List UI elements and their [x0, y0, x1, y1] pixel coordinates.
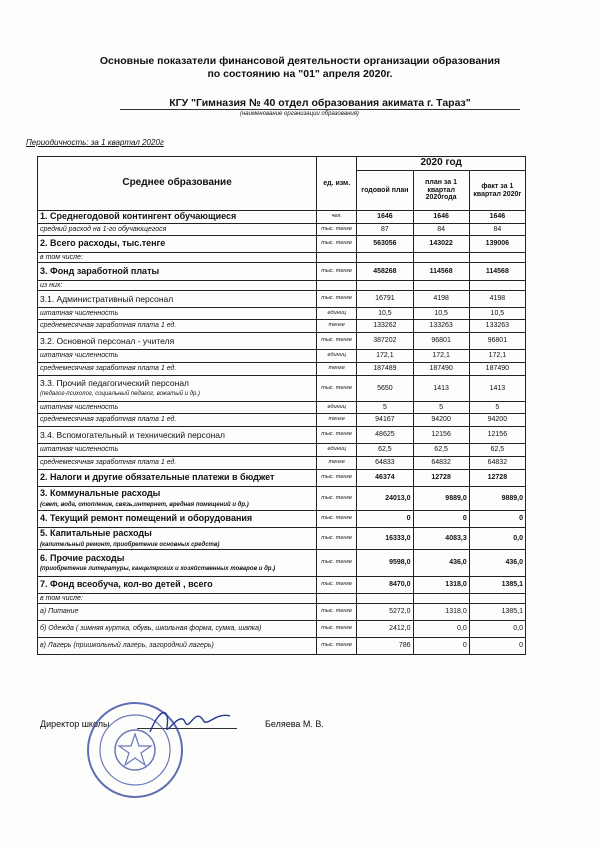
row-value-b: 172,1 [413, 350, 469, 363]
row-unit: тенге [317, 363, 357, 376]
header-col-fact: факт за 1 квартал 2020г [469, 171, 525, 211]
row-label [38, 444, 317, 457]
empty-cell [413, 281, 469, 291]
row-unit: тыс. тенге [317, 528, 357, 550]
row-value-c: 139006 [469, 236, 525, 253]
row-label-text: 3. Фонд заработной платы [40, 265, 160, 276]
row-value-a: 458268 [357, 263, 413, 281]
row-value-b: 4083,3 [413, 528, 469, 550]
row-value-c: 436,0 [469, 550, 525, 577]
row-value-c: 0,0 [469, 621, 525, 638]
row-unit: тыс. тенге [317, 291, 357, 308]
row-value-a: 5272,0 [357, 604, 413, 621]
row-unit: тенге [317, 414, 357, 427]
financial-table [37, 156, 526, 655]
table-row [38, 308, 526, 320]
row-label-text: средний расход на 1-го обучающегося [40, 225, 167, 233]
row-value-a: 8470,0 [357, 577, 413, 594]
table-row [38, 470, 526, 487]
row-label [38, 263, 317, 281]
row-label [38, 457, 317, 470]
empty-cell [469, 281, 525, 291]
row-value-a: 133262 [357, 320, 413, 333]
row-label [38, 281, 317, 291]
row-value-b: 12728 [413, 470, 469, 487]
row-label-text: в) Лагерь (пришкольный лагерь, загородний лагерь) [40, 642, 214, 650]
row-value-b: 436,0 [413, 550, 469, 577]
row-value-c: 12728 [469, 470, 525, 487]
row-unit: тыс. тенге [317, 550, 357, 577]
row-value-b: 64832 [413, 457, 469, 470]
empty-cell [357, 253, 413, 263]
row-unit: тыс. тенге [317, 263, 357, 281]
row-label-text: б) Одежда ( зимняя куртка, обувь, школьная форма, сумка, шапка) [40, 625, 262, 633]
row-label [38, 376, 317, 402]
row-value-a: 1646 [357, 211, 413, 224]
row-label [38, 363, 317, 376]
table-row [38, 594, 526, 604]
row-value-c: 1385,1 [469, 604, 525, 621]
row-label [38, 528, 317, 550]
row-label-text: 3.2. Основной персонал - учителя [40, 335, 175, 346]
row-unit: единиц [317, 402, 357, 414]
row-label [38, 333, 317, 350]
row-value-c: 9889,0 [469, 487, 525, 511]
table-row [38, 402, 526, 414]
row-label [38, 350, 317, 363]
row-value-c: 187490 [469, 363, 525, 376]
table-row [38, 604, 526, 621]
row-label-text: штатная численность [40, 352, 119, 360]
row-value-b: 0 [413, 511, 469, 528]
organization-note: (наименование организации образования) [240, 111, 359, 117]
row-unit: единиц [317, 350, 357, 363]
empty-cell [317, 594, 357, 604]
row-value-b: 1318,0 [413, 604, 469, 621]
row-value-c: 94200 [469, 414, 525, 427]
row-value-a: 2412,0 [357, 621, 413, 638]
row-value-a: 10,5 [357, 308, 413, 320]
row-value-a: 62,5 [357, 444, 413, 457]
empty-cell [317, 281, 357, 291]
row-label-text: 2. Всего расходы, тыс.тенге [40, 238, 166, 249]
row-unit: тыс. тенге [317, 487, 357, 511]
row-unit: тыс. тенге [317, 427, 357, 444]
row-unit: единиц [317, 444, 357, 457]
row-unit: тыс. тенге [317, 236, 357, 253]
row-value-a: 46374 [357, 470, 413, 487]
row-value-a: 48625 [357, 427, 413, 444]
table-row [38, 577, 526, 594]
row-label-sub: (педагог-психолог, социальный педагог, вожатый и др.) [40, 391, 200, 398]
row-value-c: 12156 [469, 427, 525, 444]
row-label [38, 621, 317, 638]
row-value-b: 1413 [413, 376, 469, 402]
row-label [38, 253, 317, 263]
row-label [38, 511, 317, 528]
table-row [38, 291, 526, 308]
row-value-b: 10,5 [413, 308, 469, 320]
table-row [38, 511, 526, 528]
row-value-b: 114568 [413, 263, 469, 281]
row-label-text: штатная численность [40, 309, 119, 317]
row-value-c: 5 [469, 402, 525, 414]
row-label [38, 211, 317, 224]
row-value-c: 133263 [469, 320, 525, 333]
row-label-text: в том числе: [40, 253, 83, 261]
row-value-c: 0 [469, 638, 525, 655]
empty-cell [357, 281, 413, 291]
row-value-c: 1413 [469, 376, 525, 402]
row-value-b: 1646 [413, 211, 469, 224]
row-value-a: 563056 [357, 236, 413, 253]
row-value-b: 0,0 [413, 621, 469, 638]
row-value-a: 387202 [357, 333, 413, 350]
row-unit: тыс. тенге [317, 621, 357, 638]
empty-cell [357, 594, 413, 604]
row-unit: тыс. тенге [317, 224, 357, 236]
row-value-b: 5 [413, 402, 469, 414]
row-label [38, 308, 317, 320]
row-label [38, 291, 317, 308]
table-row [38, 487, 526, 511]
row-label [38, 427, 317, 444]
row-label [38, 470, 317, 487]
header-year: 2020 год [357, 157, 526, 171]
header-col-unit: ед. изм. [317, 157, 357, 211]
row-label-text: среднемесячная заработная плата 1 ед. [40, 322, 177, 330]
row-label-text: штатная численность [40, 403, 119, 411]
row-value-a: 94167 [357, 414, 413, 427]
row-label [38, 236, 317, 253]
row-value-a: 187489 [357, 363, 413, 376]
signature-icon [145, 702, 235, 742]
empty-cell [469, 253, 525, 263]
row-unit: тыс. тенге [317, 470, 357, 487]
row-value-c: 1385,1 [469, 577, 525, 594]
row-value-b: 62,5 [413, 444, 469, 457]
row-value-b: 12156 [413, 427, 469, 444]
row-value-b: 133263 [413, 320, 469, 333]
row-unit: тыс. тенге [317, 376, 357, 402]
row-label-text: 3.3. Прочий педагогический персонал [40, 378, 190, 389]
row-value-a: 786 [357, 638, 413, 655]
row-value-b: 84 [413, 224, 469, 236]
row-label [38, 604, 317, 621]
row-label-text: штатная численность [40, 446, 119, 454]
row-value-a: 5 [357, 402, 413, 414]
row-value-a: 0 [357, 511, 413, 528]
row-label-text: 3. Коммунальные расходы [40, 488, 161, 499]
row-unit: тыс. тенге [317, 638, 357, 655]
row-label-sub: (свет, вода, отопление, связь,интернет, вредная помещений и др.) [40, 501, 249, 508]
table-row [38, 224, 526, 236]
header-col-name: Среднее образование [38, 157, 317, 211]
empty-cell [413, 594, 469, 604]
row-value-a: 172,1 [357, 350, 413, 363]
row-value-c: 10,5 [469, 308, 525, 320]
row-value-b: 0 [413, 638, 469, 655]
row-value-a: 64833 [357, 457, 413, 470]
table-row [38, 427, 526, 444]
table-row [38, 621, 526, 638]
row-unit: чел. [317, 211, 357, 224]
row-unit: единиц [317, 308, 357, 320]
row-label-text: среднемесячная заработная плата 1 ед. [40, 416, 177, 424]
row-value-b: 94200 [413, 414, 469, 427]
row-label-text: из них: [40, 281, 63, 289]
row-label-text: 3.1. Административный персонал [40, 293, 174, 304]
row-value-a: 24013,0 [357, 487, 413, 511]
director-label: Директор школы [40, 719, 110, 729]
header-col-plan-year: годовой план [357, 171, 413, 211]
table-row [38, 350, 526, 363]
row-value-a: 16791 [357, 291, 413, 308]
row-label-text: 3.4. Вспомогательный и технический персонал [40, 429, 225, 440]
row-label [38, 224, 317, 236]
table-row [38, 528, 526, 550]
row-label-sub: (капительный ремонт, приобретение основных средств) [40, 541, 220, 548]
document-title-line1: Основные показатели финансовой деятельности организации образования [99, 55, 501, 67]
row-label [38, 638, 317, 655]
row-label [38, 414, 317, 427]
table-row [38, 550, 526, 577]
row-label-text: в том числе: [40, 594, 83, 602]
document-title-line2: по состоянию на "01" апреля 2020г. [207, 68, 393, 80]
director-name: Беляева М. В. [265, 719, 324, 729]
row-unit: тенге [317, 457, 357, 470]
table-row [38, 281, 526, 291]
row-label-text: а) Питание [40, 608, 79, 616]
row-label [38, 550, 317, 577]
row-label-text: среднемесячная заработная плата 1 ед. [40, 365, 177, 373]
row-value-a: 16333,0 [357, 528, 413, 550]
row-label [38, 320, 317, 333]
row-value-c: 0 [469, 511, 525, 528]
row-value-c: 62,5 [469, 444, 525, 457]
empty-cell [317, 253, 357, 263]
row-label-text: 7. Фонд всеобуча, кол-во детей , всего [40, 579, 213, 590]
organization-name: КГУ "Гимназия № 40 отдел образования акимата г. Тараз" [120, 97, 520, 110]
table-row [38, 638, 526, 655]
row-value-a: 5650 [357, 376, 413, 402]
row-label-text: 6. Прочие расходы [40, 552, 125, 563]
row-label [38, 577, 317, 594]
table-row [38, 236, 526, 253]
row-label-text: 5. Капитальные расходы [40, 528, 152, 539]
table-row [38, 363, 526, 376]
empty-cell [413, 253, 469, 263]
row-label-sub: (приобретение литературы, канцелярских и хозяйственных товаров и др.) [40, 566, 276, 572]
table-row [38, 263, 526, 281]
row-label [38, 402, 317, 414]
row-value-c: 4198 [469, 291, 525, 308]
row-value-c: 84 [469, 224, 525, 236]
row-label [38, 594, 317, 604]
row-value-b: 1318,0 [413, 577, 469, 594]
row-value-c: 96801 [469, 333, 525, 350]
row-value-a: 9598,0 [357, 550, 413, 577]
row-label-text: 4. Текущий ремонт помещений и оборудования [40, 513, 253, 524]
row-unit: тыс. тенге [317, 333, 357, 350]
table-row [38, 253, 526, 263]
row-value-b: 96801 [413, 333, 469, 350]
table-row [38, 457, 526, 470]
row-value-c: 0,0 [469, 528, 525, 550]
row-label-text: среднемесячная заработная плата 1 ед. [40, 459, 177, 467]
row-label-text: 1. Среднегодовой контингент обучающиеся [40, 211, 237, 222]
table-row [38, 414, 526, 427]
table-row [38, 333, 526, 350]
row-label-text: 2. Налоги и другие обязательные платежи в бюджет [40, 472, 275, 483]
header-col-plan-quarter: план за 1 квартал 2020года [413, 171, 469, 211]
row-unit: тенге [317, 320, 357, 333]
table-row [38, 444, 526, 457]
row-value-b: 143022 [413, 236, 469, 253]
row-value-b: 9889,0 [413, 487, 469, 511]
row-value-a: 87 [357, 224, 413, 236]
row-value-c: 64832 [469, 457, 525, 470]
row-value-c: 114568 [469, 263, 525, 281]
row-unit: тыс. тенге [317, 604, 357, 621]
table-row [38, 211, 526, 224]
row-label [38, 487, 317, 511]
periodicity-label: Периодичность: за 1 квартал 2020г [26, 138, 164, 147]
empty-cell [469, 594, 525, 604]
row-unit: тыс. тенге [317, 577, 357, 594]
row-value-c: 1646 [469, 211, 525, 224]
table-row [38, 376, 526, 402]
row-value-b: 4198 [413, 291, 469, 308]
row-unit: тыс. тенге [317, 511, 357, 528]
row-value-b: 187490 [413, 363, 469, 376]
row-value-c: 172,1 [469, 350, 525, 363]
table-row [38, 320, 526, 333]
